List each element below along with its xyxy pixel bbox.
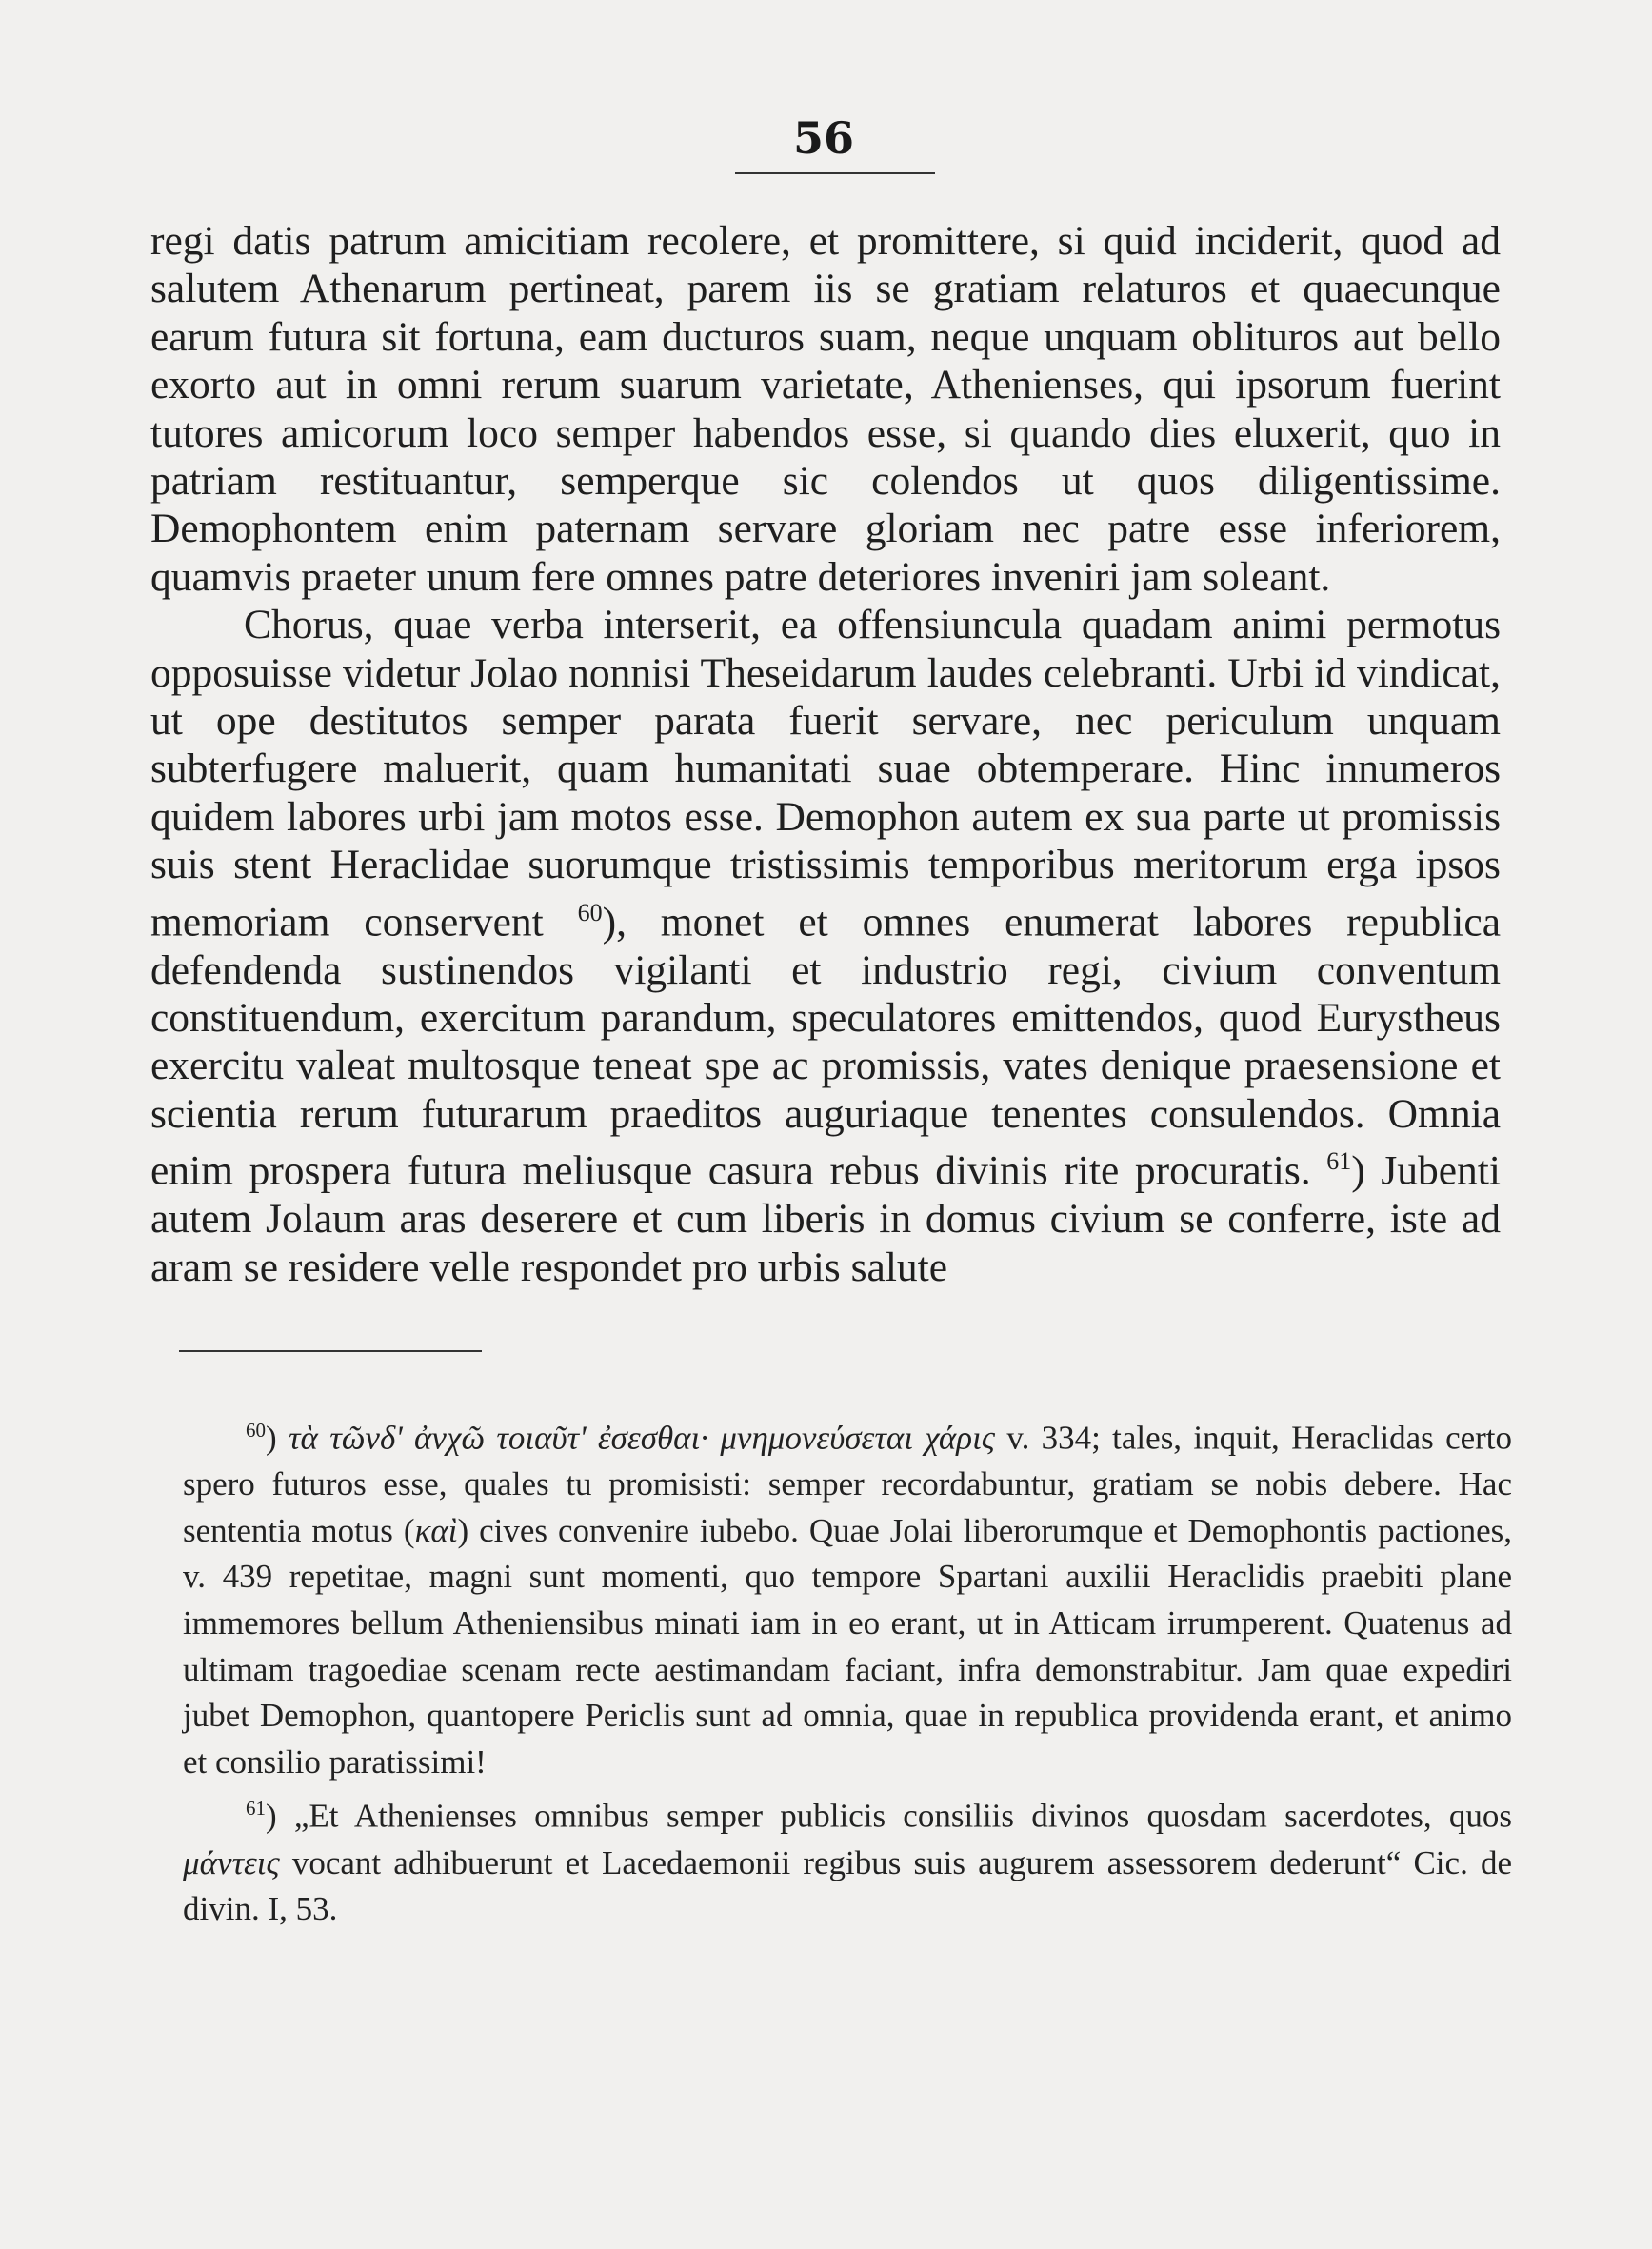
footnotes (183, 1407, 1512, 1933)
footnote-61-text-2: vocant adhibuerunt et Lacedaemonii regibus suis augurem assessorem dederunt“ Cic. de divin. I, 53. (183, 1843, 1512, 1928)
page-number: 56 (792, 112, 854, 164)
paragraph-2 (150, 601, 1501, 1291)
footnote-ref-61[interactable]: 61 (1326, 1147, 1352, 1176)
footnote-60-mark: 60 (246, 1419, 266, 1442)
footnote-60-text-2: ) cives convenire iubebo. Quae Jolai liberorumque et Demophontis pactiones, v. 439 repetitae, magni sunt momenti, quo tempore Spartani auxilii Heraclidis praebiti plane immemores bellum Atheniensibus minati iam in eo erant, ut in Atticam irrumperent. Quatenus ad ultimam tragoediae scenam recte aestimandam faciant, infra demonstrabitur. Jam quae expediri jubet Demophon, quantopere Periclis sunt ad omnia, quae in republica providenda erant, et animo et consilio paratissimi! (183, 1511, 1512, 1781)
footnote-60: $^{60}$) τὰ τῶνδ' ἀνχῶ τοιαῦτ' ἐσεσθαι· μνημονεύσεται χάρις v. 334; tales, inquit, Heraclidas certo spero futuros esse, quales tu promisisti: semper recordabuntur, gratiam se nobis debere. Hac sententia motus (καὶ) cives convenire iubebo. Quae Jolai liberorumque et Demophontis pactiones, v. 439 repetitae, magni sunt momenti, quo tempore Spartani auxilii Heraclidis praebiti plane immemores bellum Atheniensibus minati iam in eo erant, ut in Atticam irrumperent. Quatenus ad ultimam tragoediae scenam recte aestimandam faciant, infra demonstrabitur. Jam quae expediri jubet Demophon, quantopere Periclis sunt ad omnia, quae in republica providenda erant, et animo et consilio paratissimi! (183, 1419, 1513, 1781)
paragraph-1: regi datis patrum amicitiam recolere, et promittere, si quid inciderit, quod ad salutem Athenarum pertineat, parem iis se gratiam relaturos et quaecunque earum futura sit fortuna, eam ducturos suam, neque unquam oblituros aut bello exorto aut in omni rerum suarum varietate, Athenienses, qui ipsorum fuerint tutores amicorum loco semper habendos esse, si quando dies eluxerit, quo in patriam restituantur, semperque sic colendos ut quos diligentissime. Demophontem enim paternam servare gloriam nec patre esse inferiorem, quamvis praeter unum fere omnes patre deteriores inveniri jam soleant. (150, 218, 1501, 600)
paragraph-2-part-c: ) Jubenti autem Jolaum aras deserere et cum liberis in domus civium se conferre, iste ad aram se residere velle respondet pro urbis salute (150, 1147, 1501, 1290)
footnote-61-mark: 61 (246, 1797, 266, 1821)
footnote-ref-60[interactable]: 60 (577, 898, 603, 926)
footnote-61: $^{61}$) „Et Athenienses omnibus semper publicis consiliis divinos quosdam sacerdotes, quos μάντεις vocant adhibuerunt et Lacedaemonii regibus suis augurem assessorem dederunt“ Cic. de divin. I, 53. (183, 1797, 1512, 1928)
main-text (150, 217, 1501, 1291)
footnote-61-greek: μάντεις (183, 1843, 280, 1881)
footnote-60-text: v. 334; tales, inquit, Heraclidas certo spero futuros esse, quales tu promisisti: semper recordabuntur, gratiam se nobis debere. Hac sententia motus ( (183, 1419, 1513, 1549)
footnote-rule (179, 1350, 482, 1352)
header-rule (735, 172, 935, 174)
paragraph-2-part-b: ), monet et omnes enumerat labores republica defendenda sustinendos vigilanti et industrio regi, civium conventum constituendum, exercitum parandum, speculatores emittendos, quod Eurystheus exercitu valeat multosque teneat spe ac promissis, vates denique praesensione et scientia rerum futurarum praeditos auguriaque tenentes consulendos. Omnia enim prospera futura meliusque casura rebus divinis rite procuratis. (150, 899, 1502, 1194)
footnote-61-text: „Et Athenienses omnibus semper publicis consiliis divinos quosdam sacerdotes, quos (293, 1798, 1512, 1836)
footnote-60-greek-2: καὶ (414, 1511, 458, 1549)
paragraph-2-part-a: Chorus, quae verba interserit, ea offensiuncula quadam animi permotus opposuisse videtur Jolao nonnisi Theseidarum laudes celebranti. Urbi id vindicat, ut ope destitutos semper parata fuerit servare, nec periculum unquam subterfugere maluerit, quam humanitati suae obtemperare. Hinc innumeros quidem labores urbi jam motos esse. Demophon autem ex sua parte ut promissis suis stent Heraclidae suorumque tristissimis temporibus meritorum erga ipsos memoriam conservent (150, 602, 1501, 945)
footnote-60-greek: τὰ τῶνδ' ἀνχῶ τοιαῦτ' ἐσεσθαι· μνημονεύσεται χάρις (288, 1419, 996, 1457)
